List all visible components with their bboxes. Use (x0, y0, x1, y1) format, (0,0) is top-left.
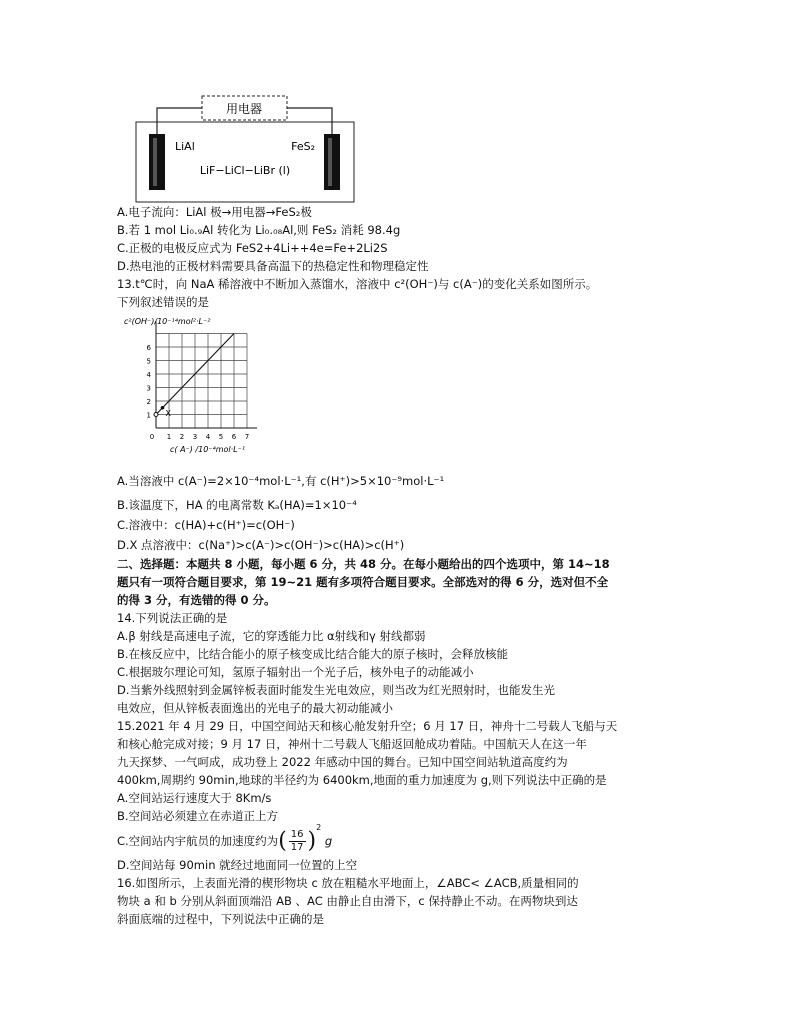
q14-option-d-line2: 电效应，但从锌板表面逸出的光电子的最大初动能减小 (117, 701, 393, 715)
q15-option-b: B.空间站必须建立在赤道正上方 (117, 809, 279, 823)
point-x (161, 406, 165, 410)
q15-stem-line1: 15.2021 年 4 月 29 日，中国空间站天和核心舱发射升空；6 月 17 日，神舟十二号载人飞船与天 (117, 719, 618, 733)
x-tick-label: 3 (192, 433, 198, 441)
x-tick-label: 0 (149, 433, 155, 441)
x-tick-label: 7 (244, 433, 250, 441)
diagram-frame (136, 122, 354, 202)
q16-stem-line3: 斜面底端的过程中，下列说法中正确的是 (117, 912, 324, 926)
line-start-point (154, 413, 158, 417)
q15-option-a: A.空间站运行速度大于 8Km/s (117, 791, 272, 805)
y-tick-label: 3 (146, 384, 151, 393)
y-tick-label: 2 (146, 398, 151, 406)
q12-option-b: B.若 1 mol Li₀.₉Al 转化为 Li₀.₀₈Al,则 FeS₂ 消耗 98.4g (117, 223, 401, 237)
section2-line3: 的得 3 分，有选错的得 0 分。 (117, 593, 276, 607)
y-axis-label: c²(OH⁻)/10⁻¹⁴mol²·L⁻² (124, 317, 211, 326)
x-tick-label: 5 (218, 433, 224, 441)
q14-option-a: A.β 射线是高速电子流，它的穿透能力比 α射线和γ 射线都弱 (117, 629, 426, 643)
q13-chart (118, 312, 288, 472)
q15-option-c: C.空间站内宇航员的加速度约为( $\frac{16}{17}$ )$^2$ g (117, 823, 333, 854)
q13-option-a: A.当溶液中 c(A⁻)=2×10⁻⁴mol·L⁻¹,有 c(H⁺)>5×10⁻⁹mol·L⁻¹ (117, 474, 445, 488)
q12-option-c: C.正极的电极反应式为 FeS2+4Li++4e=Fe+2Li2S (117, 241, 388, 255)
section2-line2: 题只有一项符合题目要求，第 19~21 题有多项符合题目要求。全部选对的得 6 分，选对但不全 (117, 575, 609, 589)
device-label: 用电器 (225, 102, 263, 116)
q13-option-c: C.溶液中：c(HA)+c(H⁺)=c(OH⁻) (117, 518, 295, 532)
q14-option-b: B.在核反应中，比结合能小的原子核变成比结合能大的原子核时，会释放核能 (117, 647, 509, 661)
y-tick-label: 5 (146, 357, 151, 366)
point-x-label: X (165, 408, 171, 418)
q12-option-d: D.热电池的正极材料需要具备高温下的热稳定性和物理稳定性 (117, 259, 429, 273)
x-tick-label: 6 (231, 433, 237, 441)
q13-option-d: D.X 点溶液中：c(Na⁺)>c(A⁻)>c(OH⁻)>c(HA)>c(H⁺) (117, 538, 405, 552)
q16-stem-line2: 物块 a 和 b 分别从斜面顶端沿 AB 、AC 由静止自由滑下，c 保持静止不动。在两物块到达 (117, 894, 578, 908)
q13-option-b: B.该温度下，HA 的电离常数 Kₐ(HA)=1×10⁻⁴ (117, 498, 357, 512)
section2-line1: 二、选择题：本题共 8 小题，每小题 6 分，共 48 分。在每小题给出的四个选项中，第 14~18 (117, 557, 610, 571)
q13-stem-line2: 下列叙述错误的是 (117, 295, 209, 309)
q16-stem-line1: 16.如图所示，上表面光滑的楔形物块 c 放在粗糙水平地面上，∠ABC< ∠ACB,质量相同的 (117, 876, 579, 890)
x-tick-label: 2 (179, 433, 185, 441)
q14-option-d-line1: D.当紫外线照射到金属锌板表面时能发生光电效应，则当改为红光照射时，也能发生光 (117, 683, 556, 697)
y-tick-label: 6 (146, 344, 151, 352)
q14-option-c: C.根据玻尔理论可知，氢原子辐射出一个光子后，核外电子的动能减小 (117, 665, 474, 679)
battery-diagram (135, 92, 365, 204)
q14-stem: 14.下列说法正确的是 (117, 611, 228, 625)
q15-stem-line2: 和核心舱完成对接；9 月 17 日，神州十二号载人飞船返回舱成功着陆。中国航天人在这一年 (117, 737, 587, 751)
x-tick-label: 1 (166, 433, 172, 441)
electrolyte-label: LiF−LiCl−LiBr (l) (199, 164, 291, 177)
x-axis-label: c( A⁻) /10⁻⁴mol·L⁻¹ (170, 445, 246, 454)
right-electrode-label: FeS₂ (291, 140, 315, 153)
q12-option-a: A.电子流向：LiAl 极→用电器→FeS₂极 (117, 205, 312, 219)
y-tick-label: 4 (146, 371, 151, 379)
q15-stem-line4: 400km,周期约 90min,地球的半径约为 6400km,地面的重力加速度为 g,则下列说法中正确的是 (117, 773, 607, 787)
q15-option-d: D.空间站每 90min 就经过地面同一位置的上空 (117, 858, 358, 872)
fraction: $\frac{16}{17}$ (290, 829, 304, 853)
y-tick-label: 1 (146, 411, 151, 420)
left-electrode-label: LiAl (175, 140, 195, 153)
q15-stem-line3: 九天探梦、一气呵成，成功登上 2022 年感动中国的舞台。已知中国空间站轨道高度约为 (117, 755, 568, 769)
x-tick-label: 4 (205, 433, 211, 441)
q13-stem-line1: 13.t℃时，向 NaA 稀溶液中不断加入蒸馏水，溶液中 c²(OH⁻)与 c(A⁻)的变化关系如图所示。 (117, 277, 598, 291)
